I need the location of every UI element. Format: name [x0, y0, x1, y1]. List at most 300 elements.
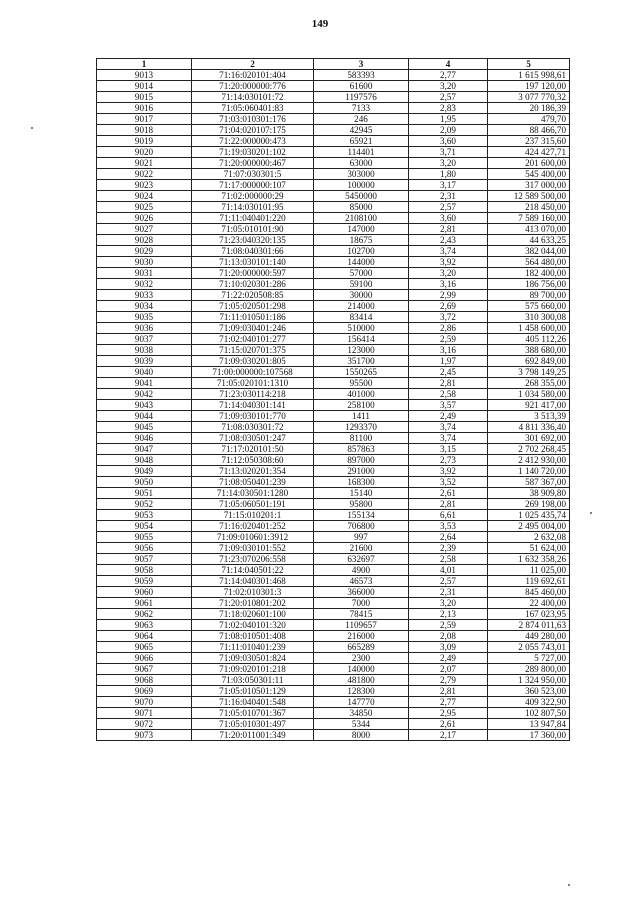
table-cell-col-1: 9065 [97, 642, 192, 653]
table-cell-col-5: 413 070,00 [488, 224, 570, 235]
table-cell-col-5: 409 322,90 [488, 697, 570, 708]
table-row [97, 301, 570, 312]
table-cell-col-1: 9031 [97, 268, 192, 279]
table-cell-col-2: 71:05:010101:90 [192, 224, 314, 235]
table-cell-col-1: 9039 [97, 356, 192, 367]
table-cell-col-4: 3,09 [409, 642, 488, 653]
table-cell-col-1: 9072 [97, 719, 192, 730]
table-row [97, 213, 570, 224]
table-cell-col-2: 71:16:020101:404 [192, 70, 314, 81]
table-cell-col-1: 9066 [97, 653, 192, 664]
table-cell-col-5: 692 849,00 [488, 356, 570, 367]
table-cell-col-3: 997 [314, 532, 409, 543]
table-cell-col-4: 3,71 [409, 147, 488, 158]
table-cell-col-4: 2,61 [409, 719, 488, 730]
table-row [97, 620, 570, 631]
table-row [97, 532, 570, 543]
table-cell-col-4: 1,95 [409, 114, 488, 125]
table-cell-col-1: 9014 [97, 81, 192, 92]
table-cell-col-2: 71:09:020101:218 [192, 664, 314, 675]
table-row [97, 268, 570, 279]
table-cell-col-4: 2,49 [409, 653, 488, 664]
table-cell-col-4: 2,45 [409, 367, 488, 378]
table-row [97, 356, 570, 367]
table-cell-col-1: 9038 [97, 345, 192, 356]
table-cell-col-1: 9022 [97, 169, 192, 180]
table-cell-col-5: 13 947,84 [488, 719, 570, 730]
table-cell-col-5: 317 000,00 [488, 180, 570, 191]
table-cell-col-2: 71:09:030101:552 [192, 543, 314, 554]
table-row [97, 312, 570, 323]
table-cell-col-5: 197 120,00 [488, 81, 570, 92]
table-cell-col-1: 9058 [97, 565, 192, 576]
table-cell-col-1: 9067 [97, 664, 192, 675]
table-header-row [97, 59, 570, 70]
table-row [97, 169, 570, 180]
table-row [97, 730, 570, 741]
table-cell-col-3: 147770 [314, 697, 409, 708]
table-cell-col-5: 479,70 [488, 114, 570, 125]
table-cell-col-4: 2,95 [409, 708, 488, 719]
table-cell-col-4: 3,16 [409, 345, 488, 356]
table-cell-col-1: 9040 [97, 367, 192, 378]
table-cell-col-5: 182 400,00 [488, 268, 570, 279]
table-row [97, 499, 570, 510]
table-cell-col-4: 2,58 [409, 389, 488, 400]
table-cell-col-5: 119 692,61 [488, 576, 570, 587]
table-cell-col-2: 71:08:010501:408 [192, 631, 314, 642]
table-row [97, 609, 570, 620]
table-cell-col-3: 168300 [314, 477, 409, 488]
table-cell-col-2: 71:00:000000:107568 [192, 367, 314, 378]
scan-speck [31, 127, 33, 129]
table-row [97, 543, 570, 554]
table-cell-col-3: 216000 [314, 631, 409, 642]
table-cell-col-4: 2,59 [409, 620, 488, 631]
table-cell-col-3: 83414 [314, 312, 409, 323]
table-cell-col-3: 897000 [314, 455, 409, 466]
table-row [97, 92, 570, 103]
table-row [97, 433, 570, 444]
table-cell-col-1: 9062 [97, 609, 192, 620]
table-cell-col-1: 9050 [97, 477, 192, 488]
table-row [97, 554, 570, 565]
table-cell-col-5: 237 315,60 [488, 136, 570, 147]
table-cell-col-5: 22 400,00 [488, 598, 570, 609]
table-cell-col-1: 9023 [97, 180, 192, 191]
table-cell-col-1: 9053 [97, 510, 192, 521]
table-cell-col-2: 71:15:020701:375 [192, 345, 314, 356]
table-cell-col-1: 9070 [97, 697, 192, 708]
table-cell-col-5: 17 360,00 [488, 730, 570, 741]
table-cell-col-2: 71:23:030114:218 [192, 389, 314, 400]
table-row [97, 488, 570, 499]
table-cell-col-3: 63000 [314, 158, 409, 169]
table-cell-col-1: 9025 [97, 202, 192, 213]
table-cell-col-2: 71:09:030201:805 [192, 356, 314, 367]
column-header-4: 4 [409, 59, 488, 70]
table-cell-col-1: 9054 [97, 521, 192, 532]
table-cell-col-2: 71:12:050308:60 [192, 455, 314, 466]
table-row [97, 411, 570, 422]
table-cell-col-5: 289 800,00 [488, 664, 570, 675]
table-cell-col-2: 71:13:020201:354 [192, 466, 314, 477]
table-cell-col-5: 268 355,00 [488, 378, 570, 389]
table-cell-col-5: 51 624,00 [488, 543, 570, 554]
table-cell-col-1: 9063 [97, 620, 192, 631]
table-cell-col-3: 140000 [314, 664, 409, 675]
table-cell-col-3: 30000 [314, 290, 409, 301]
table-cell-col-4: 3,53 [409, 521, 488, 532]
table-cell-col-5: 545 400,00 [488, 169, 570, 180]
column-header-1: 1 [97, 59, 192, 70]
table-cell-col-3: 510000 [314, 323, 409, 334]
table-cell-col-5: 269 198,00 [488, 499, 570, 510]
table-cell-col-5: 301 692,00 [488, 433, 570, 444]
table-row [97, 202, 570, 213]
table-cell-col-2: 71:05:020101:1310 [192, 378, 314, 389]
table-cell-col-2: 71:20:010801:202 [192, 598, 314, 609]
table-cell-col-4: 1,97 [409, 356, 488, 367]
table-row [97, 191, 570, 202]
table-cell-col-1: 9057 [97, 554, 192, 565]
table-cell-col-3: 8000 [314, 730, 409, 741]
table-cell-col-4: 3,20 [409, 268, 488, 279]
table-cell-col-5: 310 300,08 [488, 312, 570, 323]
table-cell-col-1: 9056 [97, 543, 192, 554]
table-cell-col-2: 71:05:010301:497 [192, 719, 314, 730]
table-row [97, 466, 570, 477]
table-cell-col-3: 665289 [314, 642, 409, 653]
table-cell-col-3: 1109657 [314, 620, 409, 631]
table-row [97, 477, 570, 488]
table-cell-col-5: 1 632 358,26 [488, 554, 570, 565]
table-cell-col-2: 71:23:040320:135 [192, 235, 314, 246]
table-cell-col-3: 46573 [314, 576, 409, 587]
table-row [97, 422, 570, 433]
table-cell-col-2: 71:05:010501:129 [192, 686, 314, 697]
table-cell-col-5: 845 460,00 [488, 587, 570, 598]
table-cell-col-2: 71:11:040401:220 [192, 213, 314, 224]
table-cell-col-1: 9019 [97, 136, 192, 147]
table-cell-col-5: 449 280,00 [488, 631, 570, 642]
table-cell-col-2: 71:14:040301:141 [192, 400, 314, 411]
table-cell-col-3: 42945 [314, 125, 409, 136]
table-cell-col-3: 95500 [314, 378, 409, 389]
table-cell-col-3: 351700 [314, 356, 409, 367]
table-cell-col-4: 3,16 [409, 279, 488, 290]
table-cell-col-4: 3,57 [409, 400, 488, 411]
table-cell-col-2: 71:14:040301:468 [192, 576, 314, 587]
table-cell-col-1: 9064 [97, 631, 192, 642]
table-cell-col-2: 71:15:010201:1 [192, 510, 314, 521]
table-cell-col-4: 3,74 [409, 246, 488, 257]
table-row [97, 664, 570, 675]
table-cell-col-2: 71:13:030101:140 [192, 257, 314, 268]
table-cell-col-4: 2,81 [409, 686, 488, 697]
scan-speck [568, 884, 570, 886]
table-row [97, 587, 570, 598]
table-cell-col-5: 382 044,00 [488, 246, 570, 257]
table-cell-col-3: 583393 [314, 70, 409, 81]
column-header-2: 2 [192, 59, 314, 70]
table-row [97, 400, 570, 411]
table-cell-col-3: 102700 [314, 246, 409, 257]
table-cell-col-3: 57000 [314, 268, 409, 279]
table-cell-col-3: 1293370 [314, 422, 409, 433]
table-cell-col-2: 71:18:020601:100 [192, 609, 314, 620]
table-cell-col-2: 71:08:040301:66 [192, 246, 314, 257]
table-cell-col-1: 9034 [97, 301, 192, 312]
table-cell-col-1: 9029 [97, 246, 192, 257]
table-cell-col-5: 186 756,00 [488, 279, 570, 290]
table-cell-col-2: 71:20:011001:349 [192, 730, 314, 741]
table-cell-col-1: 9068 [97, 675, 192, 686]
table-cell-col-5: 20 186,39 [488, 103, 570, 114]
table-row [97, 334, 570, 345]
table-cell-col-3: 78415 [314, 609, 409, 620]
table-row [97, 125, 570, 136]
table-cell-col-4: 2,57 [409, 92, 488, 103]
table-cell-col-4: 2,49 [409, 411, 488, 422]
table-row [97, 345, 570, 356]
table-cell-col-5: 587 367,00 [488, 477, 570, 488]
data-table [96, 58, 570, 741]
table-cell-col-2: 71:19:030201:102 [192, 147, 314, 158]
table-row [97, 708, 570, 719]
table-cell-col-5: 1 140 720,00 [488, 466, 570, 477]
table-cell-col-3: 61600 [314, 81, 409, 92]
table-cell-col-3: 18675 [314, 235, 409, 246]
table-row [97, 147, 570, 158]
table-cell-col-4: 3,20 [409, 81, 488, 92]
table-cell-col-3: 1197576 [314, 92, 409, 103]
table-cell-col-5: 1 025 435,74 [488, 510, 570, 521]
table-cell-col-5: 88 466,70 [488, 125, 570, 136]
table-cell-col-5: 4 811 336,40 [488, 422, 570, 433]
table-cell-col-5: 2 632,08 [488, 532, 570, 543]
table-cell-col-1: 9030 [97, 257, 192, 268]
table-row [97, 631, 570, 642]
table-cell-col-5: 2 055 743,01 [488, 642, 570, 653]
table-cell-col-4: 2,69 [409, 301, 488, 312]
table-cell-col-1: 9052 [97, 499, 192, 510]
table-row [97, 675, 570, 686]
table-cell-col-2: 71:08:050401:239 [192, 477, 314, 488]
table-cell-col-3: 214000 [314, 301, 409, 312]
table-cell-col-1: 9048 [97, 455, 192, 466]
table-cell-col-2: 71:14:030101:95 [192, 202, 314, 213]
table-cell-col-4: 3,17 [409, 180, 488, 191]
table-cell-col-4: 2,61 [409, 488, 488, 499]
table-cell-col-5: 89 700,00 [488, 290, 570, 301]
table-cell-col-3: 95800 [314, 499, 409, 510]
table-row [97, 642, 570, 653]
table-cell-col-4: 3,52 [409, 477, 488, 488]
table-cell-col-4: 3,20 [409, 158, 488, 169]
table-row [97, 279, 570, 290]
table-cell-col-2: 71:08:030301:72 [192, 422, 314, 433]
table-cell-col-4: 2,08 [409, 631, 488, 642]
table-cell-col-5: 201 600,00 [488, 158, 570, 169]
table-cell-col-1: 9060 [97, 587, 192, 598]
table-cell-col-3: 481800 [314, 675, 409, 686]
table-cell-col-3: 291000 [314, 466, 409, 477]
table-cell-col-1: 9016 [97, 103, 192, 114]
table-cell-col-1: 9046 [97, 433, 192, 444]
table-cell-col-2: 71:16:040401:548 [192, 697, 314, 708]
table-cell-col-5: 564 480,00 [488, 257, 570, 268]
table-cell-col-3: 857863 [314, 444, 409, 455]
table-cell-col-1: 9047 [97, 444, 192, 455]
table-cell-col-1: 9032 [97, 279, 192, 290]
table-cell-col-3: 2108100 [314, 213, 409, 224]
table-cell-col-2: 71:20:000000:467 [192, 158, 314, 169]
table-cell-col-5: 167 023,95 [488, 609, 570, 620]
table-cell-col-3: 15140 [314, 488, 409, 499]
table-cell-col-2: 71:09:010601:3912 [192, 532, 314, 543]
table-cell-col-5: 2 412 930,00 [488, 455, 570, 466]
table-cell-col-5: 424 427,71 [488, 147, 570, 158]
table-cell-col-3: 156414 [314, 334, 409, 345]
column-header-3: 3 [314, 59, 409, 70]
table-cell-col-3: 100000 [314, 180, 409, 191]
table-cell-col-4: 2,77 [409, 70, 488, 81]
table-cell-col-2: 71:05:020501:298 [192, 301, 314, 312]
table-cell-col-1: 9036 [97, 323, 192, 334]
table-row [97, 114, 570, 125]
table-cell-col-3: 4900 [314, 565, 409, 576]
table-cell-col-5: 44 633,25 [488, 235, 570, 246]
table-cell-col-5: 3 798 149,25 [488, 367, 570, 378]
table-cell-col-5: 575 660,00 [488, 301, 570, 312]
table-row [97, 246, 570, 257]
table-cell-col-1: 9018 [97, 125, 192, 136]
table-cell-col-4: 2,77 [409, 697, 488, 708]
table-row [97, 455, 570, 466]
table-cell-col-3: 706800 [314, 521, 409, 532]
table-cell-col-5: 3 077 770,32 [488, 92, 570, 103]
table-cell-col-1: 9051 [97, 488, 192, 499]
table-cell-col-2: 71:04:020107:175 [192, 125, 314, 136]
table-row [97, 444, 570, 455]
table-cell-col-4: 2,81 [409, 378, 488, 389]
table-cell-col-3: 303000 [314, 169, 409, 180]
table-cell-col-1: 9013 [97, 70, 192, 81]
table-row [97, 103, 570, 114]
table-cell-col-4: 3,92 [409, 466, 488, 477]
table-cell-col-2: 71:02:040101:277 [192, 334, 314, 345]
table-cell-col-3: 144000 [314, 257, 409, 268]
table-cell-col-1: 9026 [97, 213, 192, 224]
table-cell-col-3: 2300 [314, 653, 409, 664]
table-cell-col-4: 2,31 [409, 587, 488, 598]
table-cell-col-2: 71:20:000000:776 [192, 81, 314, 92]
table-cell-col-5: 2 495 004,00 [488, 521, 570, 532]
table-cell-col-4: 3,60 [409, 136, 488, 147]
table-cell-col-1: 9071 [97, 708, 192, 719]
table-cell-col-3: 1550265 [314, 367, 409, 378]
table-row [97, 686, 570, 697]
table-cell-col-2: 71:05:010701:367 [192, 708, 314, 719]
table-cell-col-5: 2 874 011,63 [488, 620, 570, 631]
table-row [97, 323, 570, 334]
table-cell-col-2: 71:11:010401:239 [192, 642, 314, 653]
table-cell-col-3: 246 [314, 114, 409, 125]
table-cell-col-5: 7 589 160,00 [488, 213, 570, 224]
table-cell-col-3: 366000 [314, 587, 409, 598]
table-cell-col-2: 71:14:030101:72 [192, 92, 314, 103]
table-cell-col-1: 9042 [97, 389, 192, 400]
table-row [97, 719, 570, 730]
table-body [97, 70, 570, 741]
table-row [97, 81, 570, 92]
table-cell-col-2: 71:03:010301:176 [192, 114, 314, 125]
table-cell-col-4: 2,86 [409, 323, 488, 334]
table-cell-col-2: 71:11:010501:186 [192, 312, 314, 323]
table-row [97, 180, 570, 191]
table-cell-col-5: 11 025,00 [488, 565, 570, 576]
column-header-5: 5 [488, 59, 570, 70]
table-cell-col-4: 2,83 [409, 103, 488, 114]
table-cell-col-3: 1411 [314, 411, 409, 422]
table-cell-col-3: 155134 [314, 510, 409, 521]
table-cell-col-2: 71:09:030401:246 [192, 323, 314, 334]
table-row [97, 598, 570, 609]
table-cell-col-5: 2 702 268,45 [488, 444, 570, 455]
table-cell-col-4: 2,57 [409, 202, 488, 213]
table-cell-col-1: 9021 [97, 158, 192, 169]
table-cell-col-1: 9024 [97, 191, 192, 202]
table-cell-col-1: 9033 [97, 290, 192, 301]
table-cell-col-1: 9020 [97, 147, 192, 158]
table-cell-col-5: 1 324 950,00 [488, 675, 570, 686]
table-row [97, 367, 570, 378]
table-cell-col-4: 2,73 [409, 455, 488, 466]
table-row [97, 378, 570, 389]
table-row [97, 565, 570, 576]
table-row [97, 158, 570, 169]
table-cell-col-4: 2,58 [409, 554, 488, 565]
table-cell-col-5: 1 458 600,00 [488, 323, 570, 334]
table-cell-col-2: 71:14:030501:1280 [192, 488, 314, 499]
table-row [97, 510, 570, 521]
table-cell-col-4: 3,20 [409, 598, 488, 609]
table-cell-col-3: 5344 [314, 719, 409, 730]
table-cell-col-2: 71:17:000000:107 [192, 180, 314, 191]
table-cell-col-4: 2,31 [409, 191, 488, 202]
page-number: 149 [311, 18, 329, 30]
table-cell-col-5: 1 615 998,61 [488, 70, 570, 81]
table-cell-col-3: 85000 [314, 202, 409, 213]
table-cell-col-4: 6,61 [409, 510, 488, 521]
table-cell-col-3: 258100 [314, 400, 409, 411]
table-cell-col-4: 2,09 [409, 125, 488, 136]
table-cell-col-3: 632697 [314, 554, 409, 565]
table-cell-col-4: 2,07 [409, 664, 488, 675]
table-cell-col-2: 71:23:070206:558 [192, 554, 314, 565]
table-cell-col-4: 4,01 [409, 565, 488, 576]
table-cell-col-5: 1 034 580,00 [488, 389, 570, 400]
table-cell-col-2: 71:05:060501:191 [192, 499, 314, 510]
table-cell-col-2: 71:22:000000:473 [192, 136, 314, 147]
table-cell-col-4: 2,64 [409, 532, 488, 543]
table-cell-col-1: 9045 [97, 422, 192, 433]
table-cell-col-4: 3,72 [409, 312, 488, 323]
table-cell-col-1: 9028 [97, 235, 192, 246]
table-cell-col-1: 9035 [97, 312, 192, 323]
table-cell-col-2: 71:05:060401:83 [192, 103, 314, 114]
